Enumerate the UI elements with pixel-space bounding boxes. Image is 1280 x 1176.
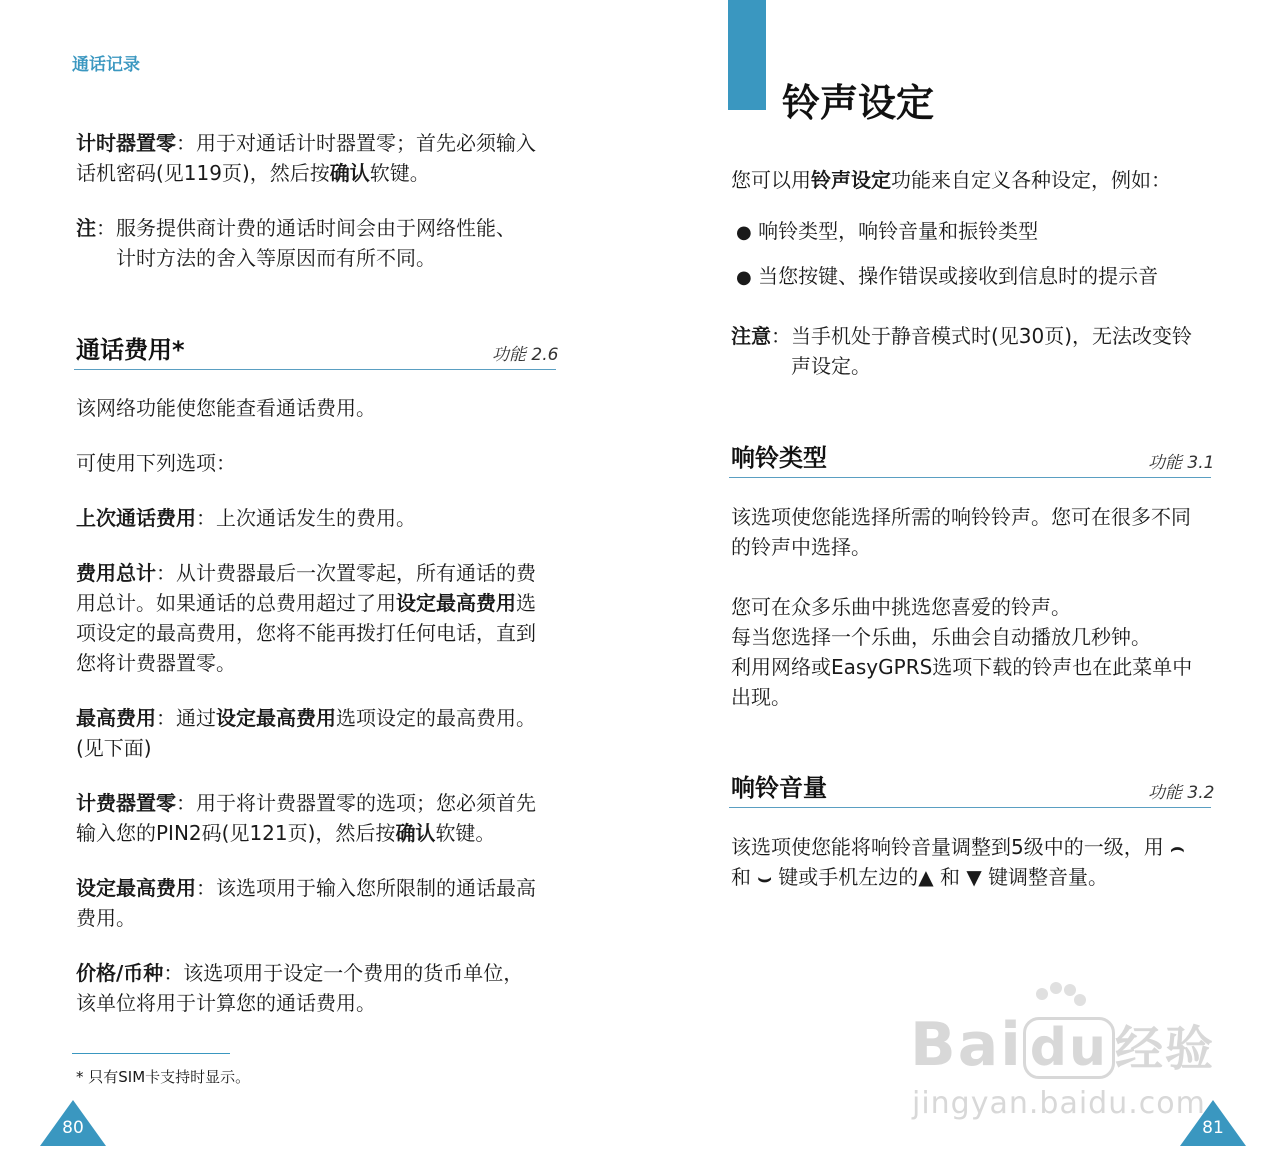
reset-counter-line1: ：用于将计费器置零的选项；您必须首先 xyxy=(176,791,536,815)
section-function-number: 功能 2.6 xyxy=(492,345,559,365)
reset-counter-term: 计费器置零 xyxy=(76,791,176,815)
reset-counter-paragraph xyxy=(76,788,536,848)
ringtone-settings-ref: 铃声设定 xyxy=(811,168,891,192)
note-line1: ：服务提供商计费的通话时间会由于网络性能、 xyxy=(96,216,516,240)
total-cost-line4: 您将计费器置零。 xyxy=(76,651,236,675)
ring-type-title: 响铃类型 xyxy=(731,444,827,472)
total-cost-term: 费用总计 xyxy=(76,561,156,585)
total-cost-line2: 用总计。如果通话的总费用超过了用 xyxy=(76,591,396,615)
section-rule xyxy=(729,807,1211,808)
total-cost-line2-end: 选 xyxy=(516,591,536,615)
set-max-cost-ref: 设定最高费用 xyxy=(216,706,336,730)
ring-volume-line2-text: 键或手机左边的 xyxy=(778,865,919,889)
ring-volume-line2-end: 键调整音量。 xyxy=(988,865,1109,889)
max-cost-line1: ：通过 xyxy=(156,706,216,730)
ring-type-p2-line2: 每当您选择一个乐曲，乐曲会自动播放几秒钟。 xyxy=(731,625,1151,649)
bullet-text: 响铃类型，响铃音量和振铃类型 xyxy=(758,219,1039,243)
timer-reset-line1: ：用于对通话计时器置零；首先必须输入 xyxy=(176,131,536,155)
ring-type-p2-line3: 利用网络或EasyGPRS选项下载的铃声也在此菜单中 xyxy=(731,655,1193,679)
total-cost-line1: ：从计费器最后一次置零起，所有通话的费 xyxy=(156,561,536,585)
watermark-url: jingyan.baidu.com xyxy=(912,1086,1206,1121)
right-page xyxy=(640,0,1280,1176)
note-term: 注意 xyxy=(731,324,771,348)
bullet-item xyxy=(736,261,1158,293)
timer-reset-term: 计时器置零 xyxy=(76,131,176,155)
confirm-key-ref: 确认 xyxy=(395,821,436,845)
footnote-rule xyxy=(72,1053,230,1054)
timer-reset-line2: 话机密码(见119页)，然后按 xyxy=(76,161,330,185)
set-max-cost-paragraph xyxy=(76,873,536,933)
ring-type-p1-line1: 该选项使您能选择所需的响铃铃声。您可在很多不同 xyxy=(731,505,1191,529)
down-arrow-icon: ▼ xyxy=(966,865,982,889)
ring-type-function-number: 功能 3.1 xyxy=(1148,453,1215,473)
ring-volume-paragraph xyxy=(731,832,1185,892)
watermark-du: du xyxy=(1023,1017,1115,1079)
note-line1: ：当手机处于静音模式时(见30页)，无法改变铃 xyxy=(771,324,1193,348)
set-max-cost-ref: 设定最高费用 xyxy=(396,591,516,615)
options-intro: 可使用下列选项： xyxy=(76,451,236,475)
bullet-text: 当您按键、操作错误或接收到信息时的提示音 xyxy=(758,264,1159,288)
page-number: 81 xyxy=(1202,1118,1224,1138)
ring-volume-line2-and-2: 和 xyxy=(939,865,960,889)
max-cost-line1-end: 选项设定的最高费用。 xyxy=(336,706,536,730)
intro-paragraph: 该网络功能使您能查看通话费用。 xyxy=(76,396,376,420)
ring-type-paragraph-1 xyxy=(731,502,1191,562)
reset-counter-line2: 输入您的PIN2码(见121页)，然后按 xyxy=(76,821,396,845)
note-line2: 计时方法的舍入等原因而有所不同。 xyxy=(116,246,436,270)
page-number: 80 xyxy=(62,1118,84,1138)
section-title: 通话费用* xyxy=(76,336,185,364)
max-cost-term: 最高费用 xyxy=(76,706,156,730)
price-unit-line1: ：该选项用于设定一个费用的货币单位， xyxy=(163,961,524,985)
reset-counter-line2-end: 软键。 xyxy=(435,821,496,845)
last-call-cost-paragraph xyxy=(76,503,416,533)
max-cost-line2: (见下面) xyxy=(76,736,152,760)
ring-volume-line1: 该选项使您能将响铃音量调整到5级中的一级，用 xyxy=(731,835,1164,859)
price-unit-term: 价格/币种 xyxy=(76,961,164,985)
ring-type-p2-line1: 您可在众多乐曲中挑选您喜爱的铃声。 xyxy=(731,595,1071,619)
ring-type-p2-line4: 出现。 xyxy=(731,685,791,709)
volume-up-key-icon: ⌢ xyxy=(1170,835,1185,861)
max-cost-paragraph xyxy=(76,703,536,763)
bullet-item xyxy=(736,216,1038,248)
paw-icon xyxy=(1030,980,1090,1024)
chapter-intro xyxy=(731,165,1171,195)
bullet-dot-icon: ● xyxy=(736,267,752,288)
chapter-title: 铃声设定 xyxy=(782,81,935,125)
watermark-jingyan: 经验 xyxy=(1115,1021,1216,1077)
chapter-intro-text: 您可以用 xyxy=(731,168,811,192)
volume-down-key-icon: ⌣ xyxy=(757,865,772,891)
set-max-cost-line2: 费用。 xyxy=(76,906,136,930)
chapter-bar xyxy=(728,0,766,110)
total-cost-paragraph xyxy=(76,558,536,678)
ring-type-p1-line2: 的铃声中选择。 xyxy=(731,535,871,559)
section-rule xyxy=(729,477,1211,478)
last-call-cost-text: ：上次通话发生的费用。 xyxy=(196,506,416,530)
ring-volume-line2-and: 和 xyxy=(731,865,751,889)
note-term: 注 xyxy=(76,216,96,240)
ring-volume-function-number: 功能 3.2 xyxy=(1148,783,1215,803)
price-unit-paragraph xyxy=(76,958,523,1018)
section-rule xyxy=(74,369,556,370)
running-header: 通话记录 xyxy=(72,55,140,75)
confirm-key-ref: 确认 xyxy=(329,161,370,185)
ring-type-paragraph-2 xyxy=(731,592,1192,712)
up-arrow-icon: ▲ xyxy=(918,865,934,889)
ring-volume-title: 响铃音量 xyxy=(731,774,827,802)
note-paragraph xyxy=(76,213,516,273)
price-unit-line2: 该单位将用于计算您的通话费用。 xyxy=(76,991,376,1015)
footnote: * 只有SIM卡支持时显示。 xyxy=(76,1068,251,1086)
note-paragraph xyxy=(731,321,1192,381)
bullet-dot-icon: ● xyxy=(736,222,752,243)
last-call-cost-term: 上次通话费用 xyxy=(76,506,196,530)
chapter-intro-end: 功能来自定义各种设定，例如： xyxy=(891,168,1171,192)
timer-reset-paragraph xyxy=(76,128,536,188)
watermark-bai: Bai xyxy=(910,1010,1023,1080)
note-line2: 声设定。 xyxy=(791,354,871,378)
timer-reset-line2-end: 软键。 xyxy=(369,161,430,185)
set-max-cost-line1: ：该选项用于输入您所限制的通话最高 xyxy=(196,876,536,900)
total-cost-line3: 项设定的最高费用，您将不能再拨打任何电话，直到 xyxy=(76,621,536,645)
set-max-cost-term: 设定最高费用 xyxy=(76,876,196,900)
